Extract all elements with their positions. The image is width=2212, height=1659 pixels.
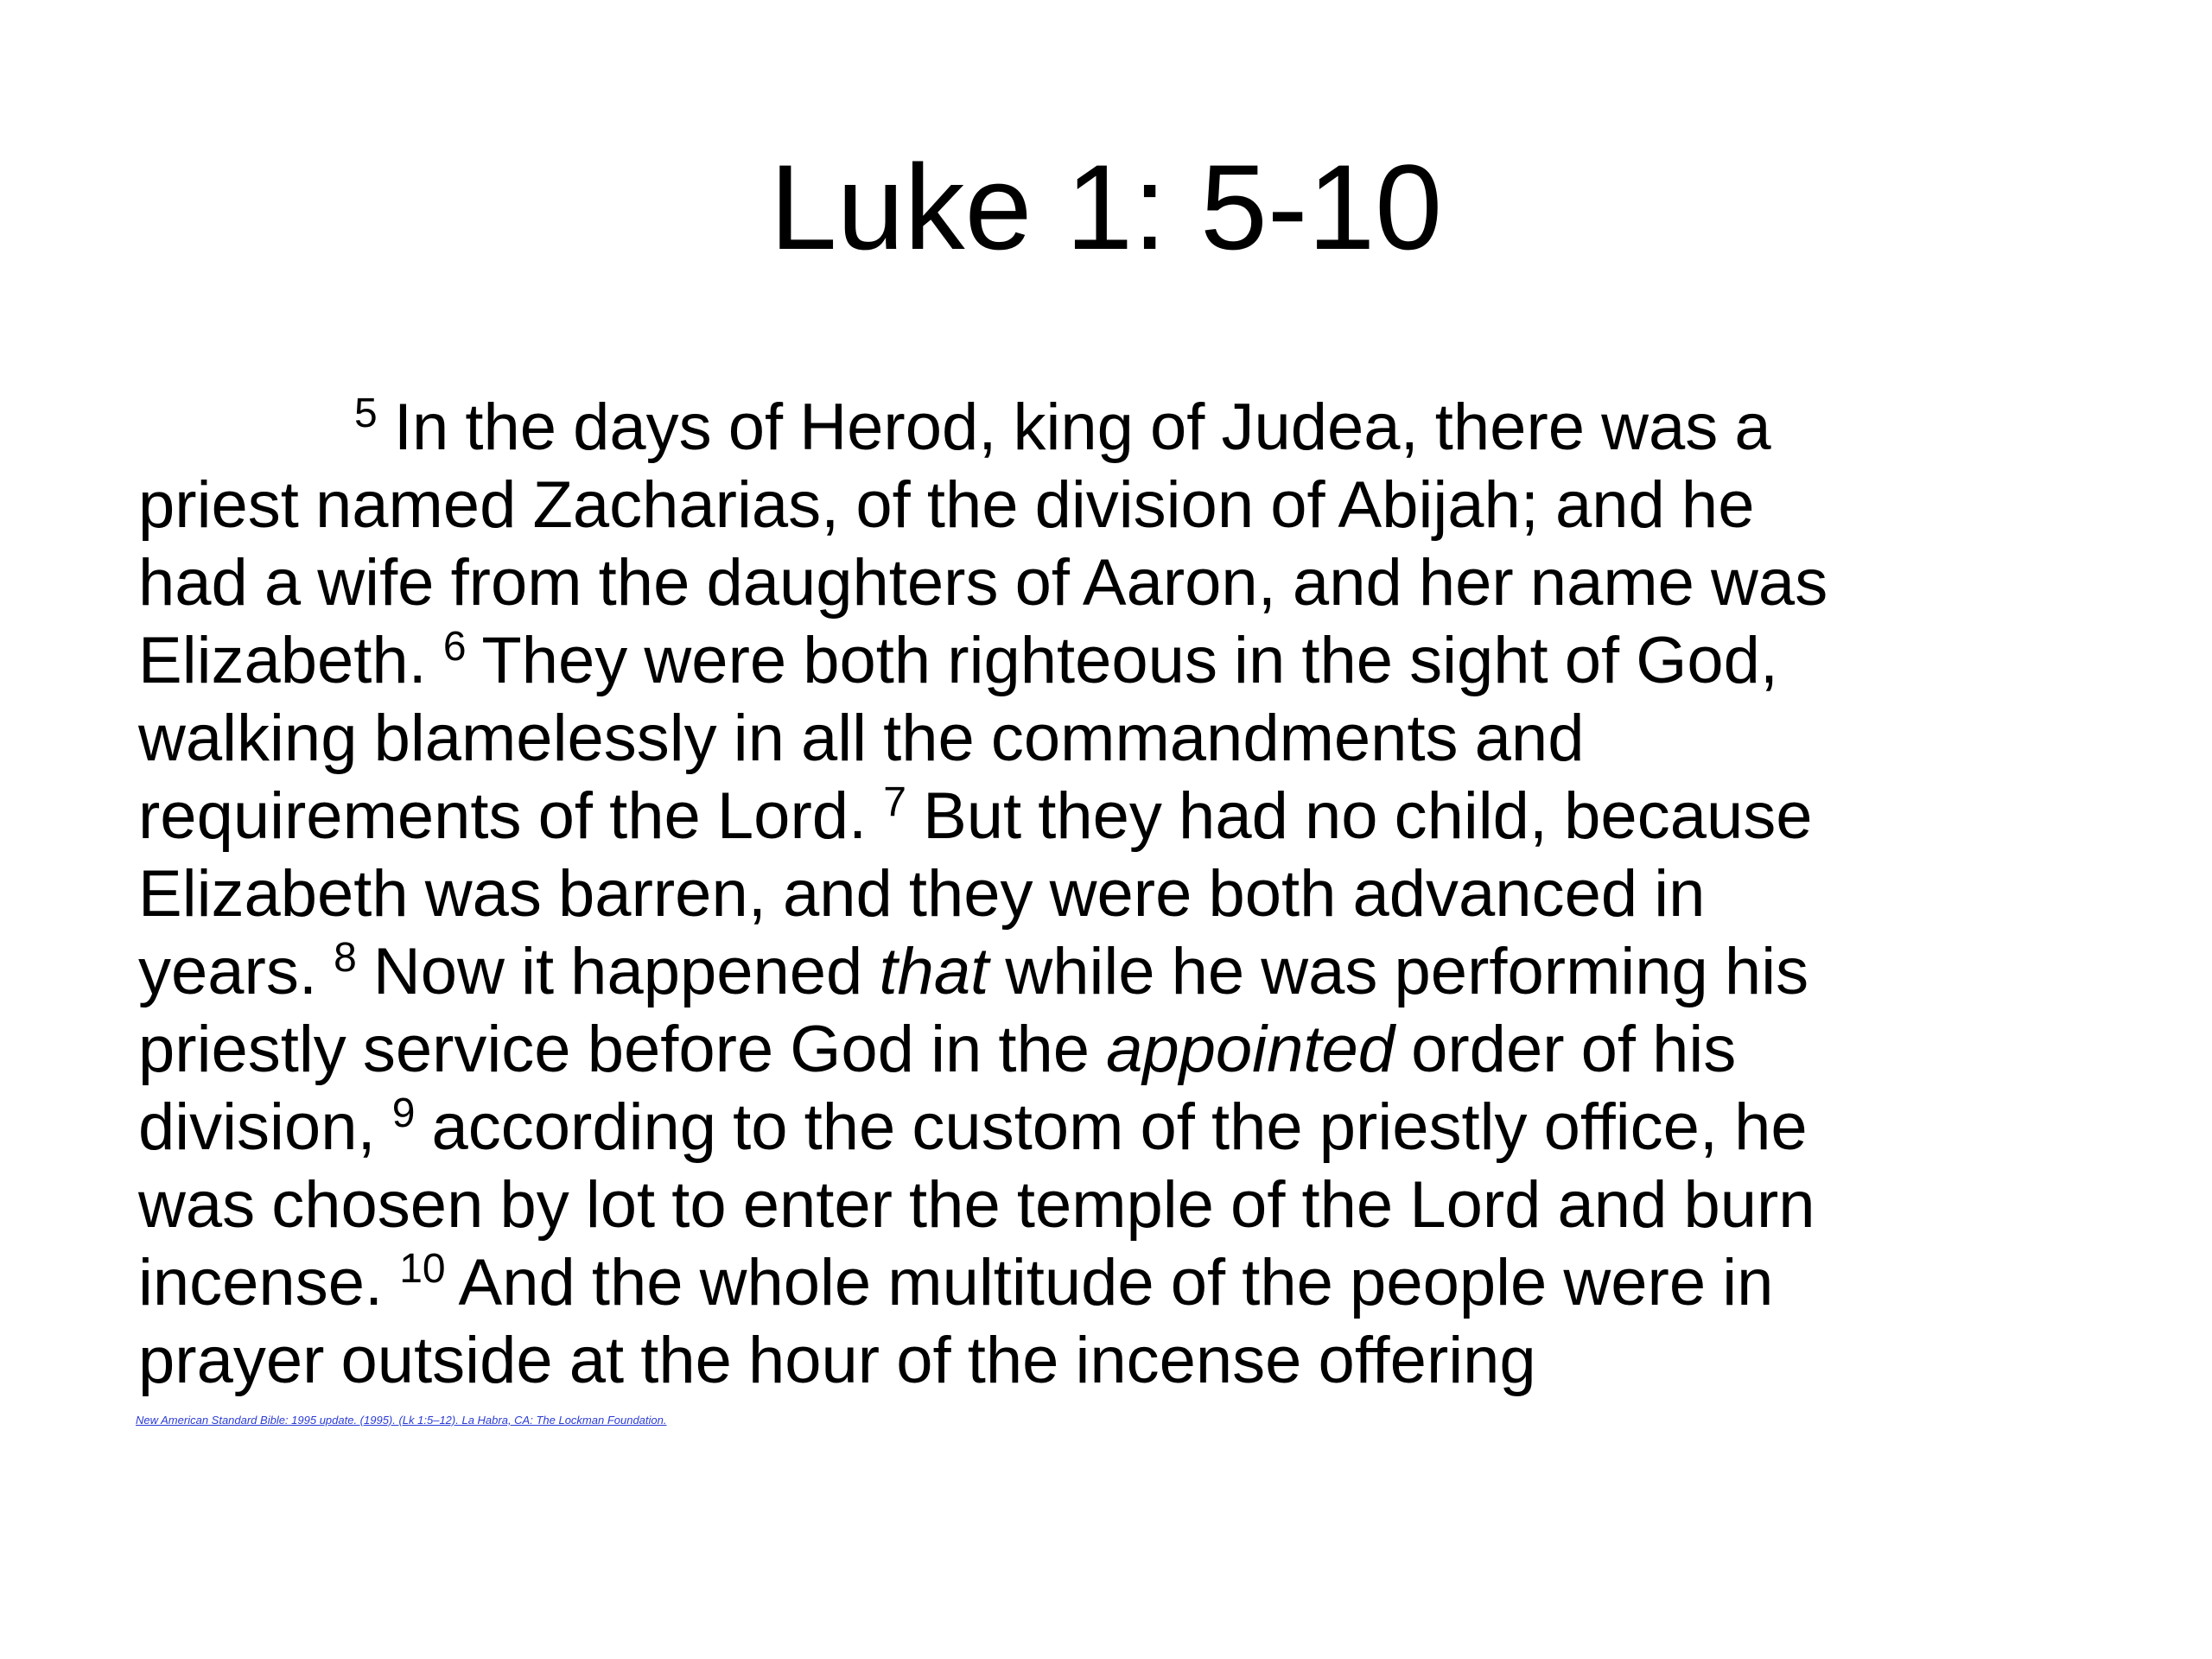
passage-line bbox=[138, 1244, 2091, 1322]
passage-line: prayer outside at the hour of the incense offering bbox=[138, 1324, 1536, 1397]
slide-title: Luke 1: 5-10 bbox=[769, 139, 1443, 275]
italic-word: appointed bbox=[1106, 1013, 1395, 1086]
verse-text: priestly service before God in the bbox=[138, 1013, 1107, 1086]
verse-text: order of his bbox=[1394, 1013, 1737, 1086]
passage-line bbox=[138, 933, 2091, 1011]
verse-text: And the whole multitude of the people were in bbox=[458, 1246, 1774, 1319]
passage-line: had a wife from the daughters of Aaron, and her name was bbox=[138, 546, 1828, 620]
verse-number: 5 bbox=[354, 391, 378, 436]
passage-line: priest named Zacharias, of the division of Abijah; and he bbox=[138, 468, 1755, 542]
italic-word: that bbox=[879, 935, 989, 1008]
verse-number: 9 bbox=[391, 1090, 416, 1136]
passage-line bbox=[138, 778, 2091, 855]
citation-details: . (1995). (Lk 1:5–12). La Habra, CA: The Lockman Foundation. bbox=[353, 1414, 667, 1427]
scripture-passage bbox=[138, 389, 2091, 1400]
verse-text: years. bbox=[138, 935, 334, 1008]
verse-text: division, bbox=[138, 1090, 392, 1164]
verse-number: 6 bbox=[442, 624, 467, 670]
passage-line: was chosen by lot to enter the temple of the Lord and burn bbox=[138, 1168, 1815, 1242]
verse-text: requirements of the Lord. bbox=[138, 779, 884, 853]
citation-link[interactable] bbox=[136, 1414, 667, 1427]
verse-text: In the days of Herod, king of Judea, there was a bbox=[393, 391, 1771, 464]
verse-number: 8 bbox=[334, 935, 357, 981]
verse-text: They were both righteous in the sight of God, bbox=[481, 624, 1779, 697]
verse-number: 10 bbox=[399, 1246, 446, 1292]
verse-number: 7 bbox=[883, 779, 906, 825]
passage-line bbox=[138, 389, 2091, 467]
verse-text: according to the custom of the priestly office, he bbox=[431, 1090, 1808, 1164]
passage-line: walking blamelessly in all the commandments and bbox=[138, 702, 1585, 775]
verse-text: Elizabeth. bbox=[138, 624, 443, 697]
passage-line bbox=[138, 622, 2091, 700]
citation-book: New American Standard Bible: 1995 update bbox=[136, 1414, 354, 1427]
verse-text: But they had no child, because bbox=[923, 779, 1813, 853]
verse-text: incense. bbox=[138, 1246, 400, 1319]
passage-line: Elizabeth was barren, and they were both advanced in bbox=[138, 857, 1706, 931]
verse-text: Now it happened bbox=[372, 935, 880, 1008]
verse-text: while he was performing his bbox=[988, 935, 1809, 1008]
passage-line bbox=[138, 1089, 2091, 1166]
passage-line bbox=[138, 1011, 2091, 1089]
